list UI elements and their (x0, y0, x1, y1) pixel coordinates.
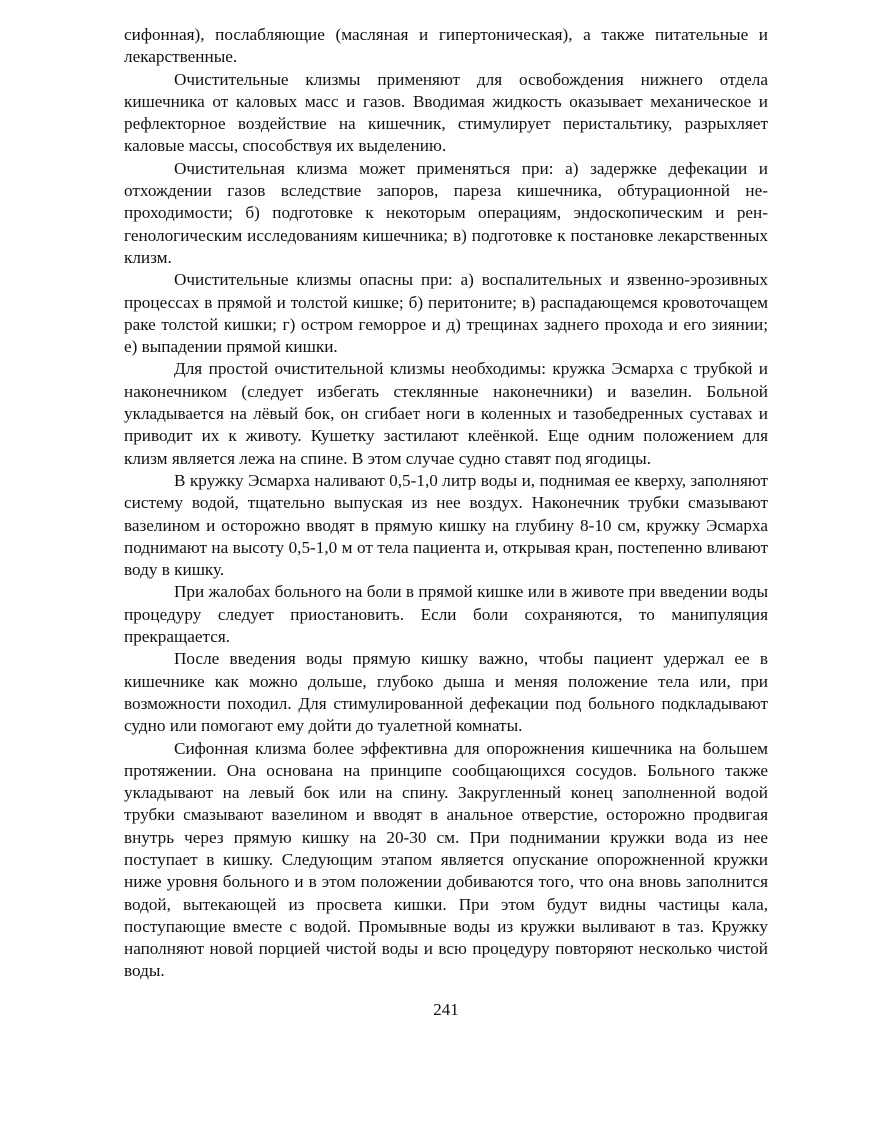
paragraph-5: Для простой очистительной клизмы необходимы: кружка Эсмарха с трубкой и наконечником (следует избегать стеклянные наконечники) и вазелин. Больной укладывается на лёвый бок, он сгибает ноги в коленных и тазобедренных суставах и приводит их к животу. Кушетку застилают клеёнкой. Еще одним положением для клизм является лежа на спине. В этом случае судно ставят под ягодицы. (124, 359, 768, 468)
paragraph-9: Сифонная клизма более эффективна для опорожнения кишечника на большем протяжении. Она основана на принципе сообщающихся сосудов. Больного также укладывают на левый бок или на спину. Закругленный конец заполненной водой трубки смазывают вазелином и вводят в анальное отверстие, осторожно продвигая внутрь через прямую кишку на 20-30 см. При поднимании кружки вода из нее поступает в кишку. Следующим этапом является опускание опорожненной кружки ниже уровня больного и в этом положении добиваются того, что она вновь заполнится водой, вытекающей из просвета кишки. При этом будут видны частицы кала, поступающие вместе с водой. Промывные воды из кружки выливают в таз. Кружку наполняют новой порцией чистой воды и всю процедуру повторяют несколько чистой воды. (124, 738, 768, 981)
paragraph-3: Очистительная клизма может применяться при: а) задержке дефекации и отхождении газов вследствие запоров, пареза кишечника, обтурационной непроходимости; б) подготовке к некоторым операциям, эндоскопическим и ренгенологическим исследованиям кишечника; в) подготовке к постановке лекарственных клизм. (124, 158, 768, 267)
paragraph-6: В кружку Эсмарха наливают 0,5-1,0 литр воды и, поднимая ее кверху, заполняют систему водой, тщательно выпуская из нее воздух. Наконечник трубки смазывают вазелином и осторожно вводят в прямую кишку на глубину 8-10 см, кружку Эсмарха поднимают на высоту 0,5-1,0 м от тела пациента и, открывая кран, постепенно вливают воду в кишку. (124, 470, 768, 580)
page-number: 241 (433, 1000, 459, 1019)
paragraph-1: сифонная), послабляющие (масляная и гипертоническая), а также питательные и лекарственные. (124, 25, 768, 67)
paragraph-4: Очистительные клизмы опасны при: а) воспалительных и язвенно-эрозивных процессах в прямой и толстой кишке; б) перитоните; в) распадающемся кровоточащем раке толстой кишки; г) остром геморрое и д) трещинах заднего прохода и его зиянии; е) выпадении прямой кишки. (124, 270, 768, 357)
page-text (124, 24, 768, 983)
paragraph-8: После введения воды прямую кишку важно, чтобы пациент удержал ее в кишечнике как можно дольше, глубоко дыша и меняя положение тела или, при возможности походил. Для стимулированной дефекации под больного подкладывают судно или помогают ему дойти до туалетной комнаты. (124, 649, 768, 736)
paragraph-7: При жалобах больного на боли в прямой кишке или в животе при введении воды процедуру следует приостановить. Если боли сохраняются, то манипуляция прекращается. (124, 582, 768, 647)
paragraph-2: Очистительные клизмы применяют для освобождения нижнего отдела кишечника от каловых масс и газов. Вводимая жидкость оказывает механическое и рефлекторное воздействие на кишечник, стимулирует перистальтику, разрыхляет каловые массы, способствуя их выделению. (124, 69, 768, 156)
